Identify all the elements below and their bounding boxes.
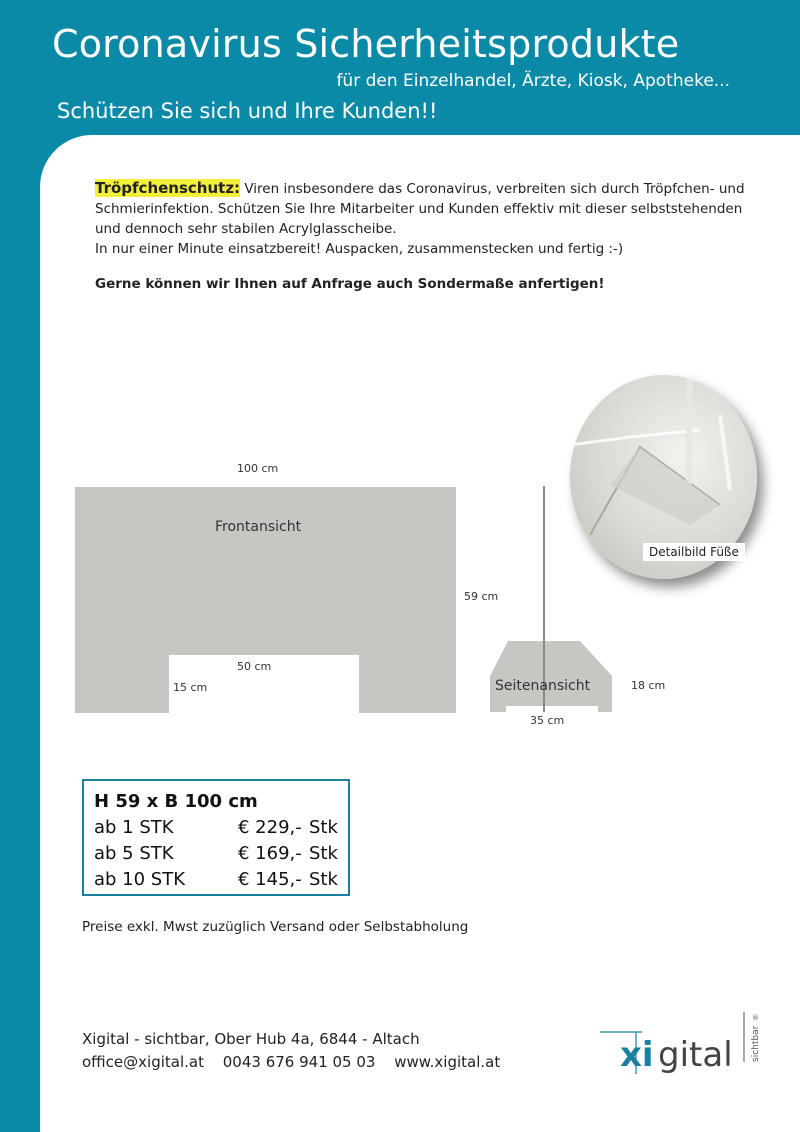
price-amount: € 229,- (238, 817, 302, 838)
price-amount: € 145,- (238, 869, 302, 890)
slogan: Schützen Sie sich und Ihre Kunden!! (57, 99, 438, 123)
price-amount: € 169,- (238, 843, 302, 864)
width-dimension-label: 100 cm (237, 462, 279, 475)
website-link[interactable]: www.xigital.at (394, 1053, 501, 1071)
price-qty: ab 1 STK (94, 817, 174, 838)
company-address: Xigital - sichtbar, Ober Hub 4a, 6844 - Altach (82, 1030, 420, 1048)
price-box (82, 779, 350, 896)
intro-line2: In nur einer Minute einsatzbereit! Auspacken, zusammenstecken und fertig :-) (95, 241, 624, 257)
logo-xi: xi (620, 1035, 654, 1075)
intro-label: Tröpfchenschutz: (95, 179, 241, 197)
height-dimension-label: 59 cm (464, 590, 499, 603)
side-width-label: 35 cm (530, 714, 565, 727)
phone-number: 0043 676 941 05 03 (222, 1053, 376, 1071)
price-unit: Stk (309, 843, 338, 864)
front-view-label: Frontansicht (215, 519, 302, 535)
notch-height-label: 15 cm (173, 681, 208, 694)
vat-note: Preise exkl. Mwst zuzüglich Versand oder Selbstabholung (82, 919, 469, 935)
intro-text (95, 178, 755, 259)
xigital-logo (600, 1010, 770, 1090)
price-unit: Stk (309, 869, 338, 890)
custom-size-note: Gerne können wir Ihnen auf Anfrage auch Sondermaße anfertigen! (95, 276, 605, 292)
price-qty: ab 10 STK (94, 869, 186, 890)
page-title: Coronavirus Sicherheitsprodukte (52, 22, 680, 66)
price-unit: Stk (309, 817, 338, 838)
contact-line (82, 1053, 514, 1071)
email-link[interactable]: office@xigital.at (82, 1053, 204, 1071)
side-view-foot (490, 641, 612, 712)
side-height-label: 18 cm (631, 679, 666, 692)
price-heading: H 59 x B 100 cm (94, 791, 258, 812)
notch-width-label: 50 cm (237, 660, 272, 673)
logo-registered: ® (752, 1014, 759, 1022)
side-view-foot-gap (506, 706, 598, 714)
logo-tagline: sichtbar (751, 1025, 761, 1062)
logo-gital: gital (658, 1035, 733, 1075)
price-qty: ab 5 STK (94, 843, 174, 864)
side-view-label: Seitenansicht (495, 678, 591, 694)
detail-caption: Detailbild Füße (643, 543, 745, 561)
page-subtitle: für den Einzelhandel, Ärzte, Kiosk, Apotheke... (336, 71, 730, 91)
intro-body: Viren insbesondere das Coronavirus, verbreiten sich durch Tröpfchen- und Schmierinfektion. Schützen Sie Ihre Mitarbeiter und Kunden effektiv mit dieser selbststehenden und dennoch sehr stabilen Acrylglasscheibe. (95, 181, 745, 237)
